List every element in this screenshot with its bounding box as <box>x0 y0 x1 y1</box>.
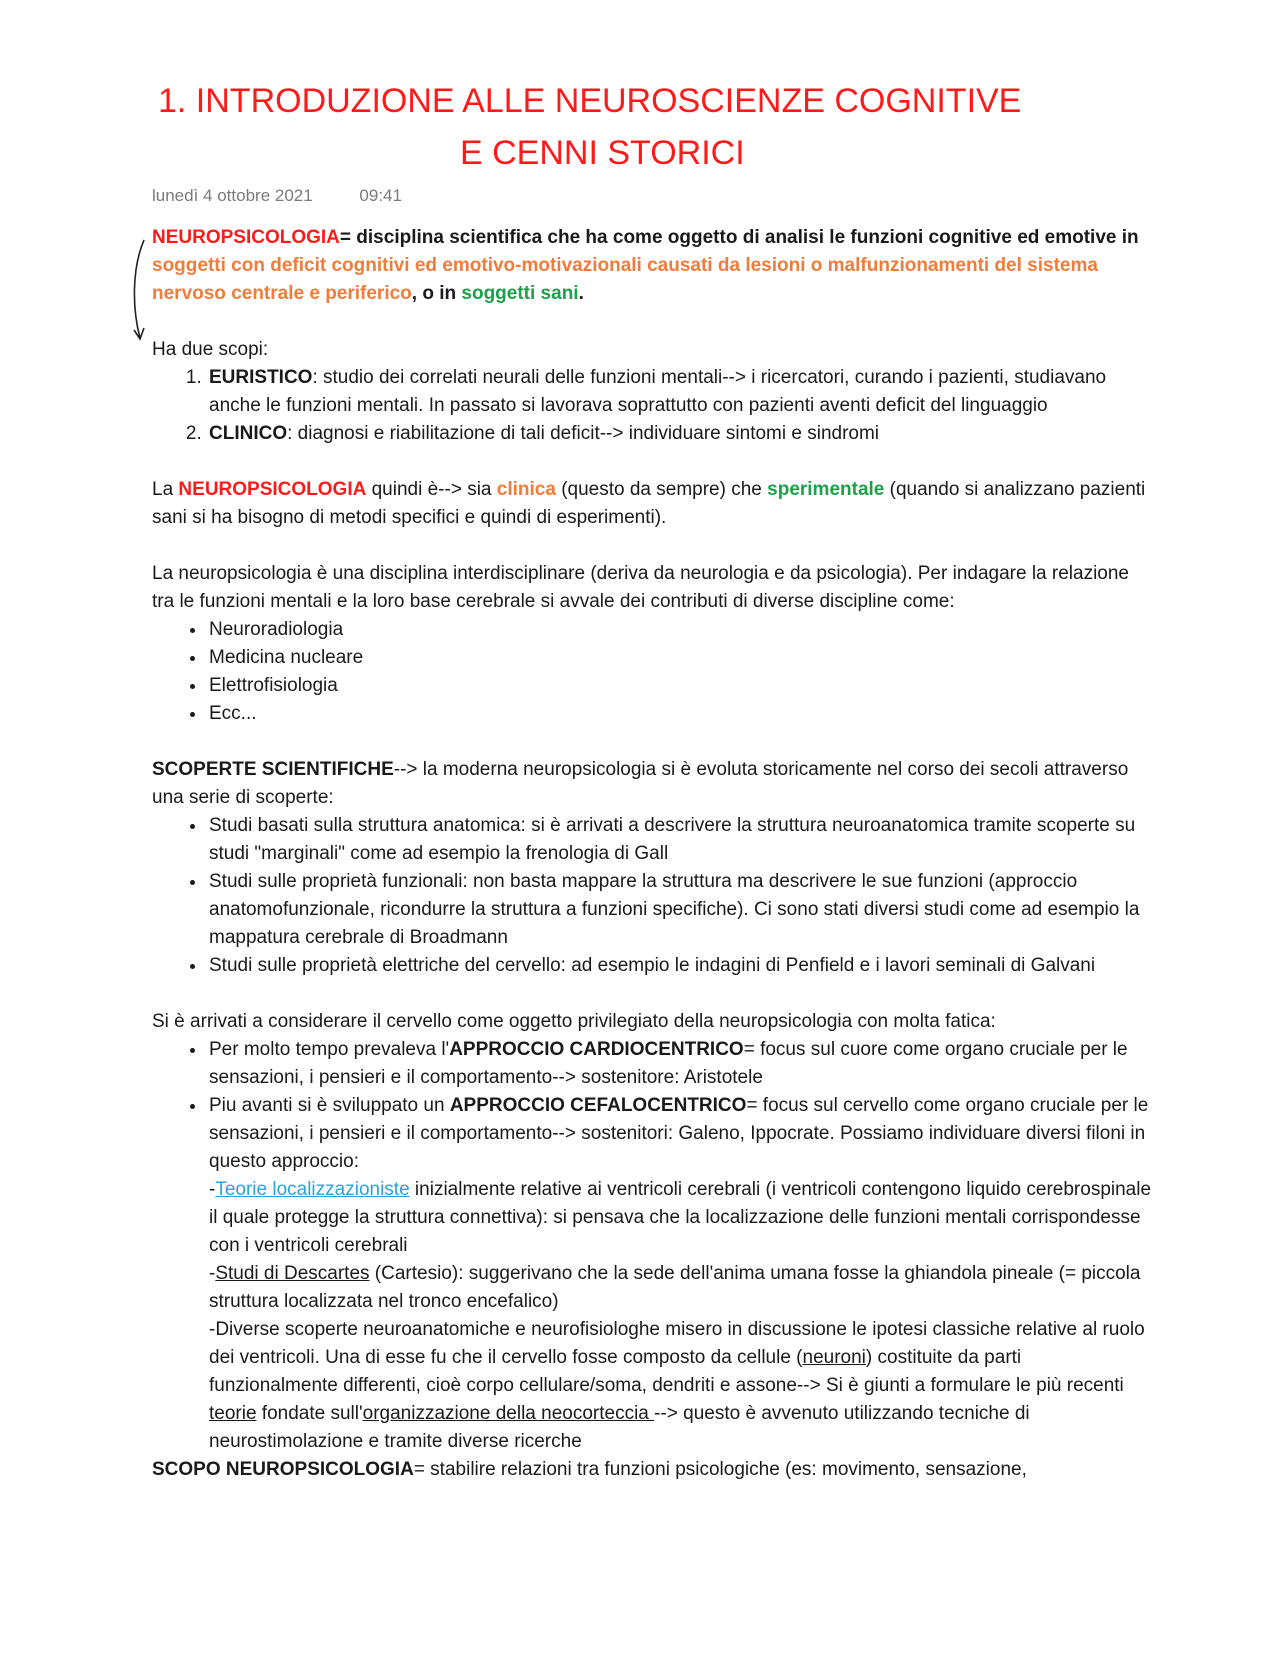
nature-text: (quando si analizzano pazienti sani si ha bisogno di metodi specifici e quindi di esperimenti). <box>152 479 1146 528</box>
approccio-text: = focus sul cervello come organo cruciale per le sensazioni, i pensieri e il comportamento--> sostenitori: Galeno, Ippocrate. Possiamo individuare diversi filoni in questo approccio: <box>209 1095 1149 1172</box>
list-item: • Neuroradiologia <box>207 616 1152 644</box>
note-body <box>152 224 1152 1484</box>
scopo-text: = stabilire relazioni tra funzioni psicologiche (es: movimento, sensazione, <box>413 1459 1027 1480</box>
nature-clinica: clinica <box>496 479 556 500</box>
scopi-intro: Ha due scopi: <box>152 339 269 360</box>
list-item: • Medicina nucleare <box>207 644 1152 672</box>
nature-text: quindi è--> sia <box>366 479 497 500</box>
nature-sperimentale: sperimentale <box>767 479 885 500</box>
scopo-text: : diagnosi e riabilitazione di tali deficit--> individuare sintomi e sindromi <box>287 423 880 444</box>
definition-paragraph <box>152 224 1152 308</box>
definition-text-2: , o in <box>411 283 462 304</box>
interdisciplinary-paragraph: La neuropsicologia è una disciplina interdisciplinare (deriva da neurologia e da psicologia). Per indagare la relazione tra le funzioni mentali e la loro base cerebrale si avvale dei contributi di diverse discipline come: <box>152 563 1129 612</box>
nature-paragraph <box>152 476 1152 532</box>
scopo-term: EURISTICO <box>209 367 313 388</box>
nature-text: La <box>152 479 179 500</box>
nature-text: (questo da sempre) che <box>555 479 768 500</box>
scopo-text: : studio dei correlati neurali delle funzioni mentali--> i ricercatori, curando i pazienti, studiavano anche le funzioni mentali. In passato si lavorava soprattutto con pazienti aventi deficit del linguaggio <box>209 367 1107 416</box>
scopo-term: SCOPO NEUROPSICOLOGIA <box>152 1459 414 1480</box>
scopi-list <box>152 364 1152 448</box>
sub-text: inizialmente relative ai ventricoli cerebrali (i ventricoli contengono liquido cerebrospinale il quale protegge la struttura connettiva): si pensava che la localizzazione delle funzioni mentali corrispondesse con i ventricoli cerebrali <box>209 1179 1152 1256</box>
note-metadata <box>152 186 402 206</box>
page-title-line-2: E CENNI STORICI <box>460 134 745 172</box>
sub-dash: - <box>209 1179 216 1200</box>
list-item: • Studi sulle proprietà funzionali: non basta mappare la struttura ma descrivere le sue funzioni (approccio anatomofunzionale, ricondurre la struttura a funzioni specifiche). Ci sono stati diversi studi come ad esempio la mappatura cerebrale di Broadmann <box>207 868 1152 952</box>
note-date: lunedì 4 ottobre 2021 <box>152 186 313 205</box>
teorie-underlined: teorie <box>209 1403 257 1424</box>
approccio-term: APPROCCIO CARDIOCENTRICO <box>449 1039 744 1060</box>
scopo-term: CLINICO <box>209 423 288 444</box>
list-item <box>207 364 1152 420</box>
definition-term: NEUROPSICOLOGIA <box>152 227 340 248</box>
list-item: • Ecc... <box>207 700 1152 728</box>
sub-text: (Cartesio): suggerivano che la sede dell'anima umana fosse la ghiandola pineale (= piccola struttura localizzata nel tronco encefalico) <box>209 1263 1141 1312</box>
approccio-text: = focus sul cuore come organo cruciale per le sensazioni, i pensieri e il comportamento--> sostenitore: Aristotele <box>209 1039 1128 1088</box>
definition-end: . <box>578 283 584 304</box>
note-time: 09:41 <box>359 186 402 205</box>
approcci-list <box>152 1036 1152 1456</box>
definition-equals: = <box>339 227 352 248</box>
approccio-text: Piu avanti si è sviluppato un <box>209 1095 450 1116</box>
list-item <box>207 1092 1152 1456</box>
cervello-intro: Si è arrivati a considerare il cervello come oggetto privilegiato della neuropsicologia con molta fatica: <box>152 1011 996 1032</box>
scopo-paragraph <box>152 1456 1152 1484</box>
sub-text: fondate sull' <box>256 1403 363 1424</box>
list-item: • Studi basati sulla struttura anatomica: si è arrivati a descrivere la struttura neuroanatomica tramite scoperte su studi "marginali" come ad esempio la frenologia di Gall <box>207 812 1152 868</box>
sub-text: --> questo è avvenuto utilizzando tecniche di neurostimolazione e tramite diverse ricerche <box>209 1403 1030 1452</box>
scoperte-term: SCOPERTE SCIENTIFICHE <box>152 759 394 780</box>
curved-arrow-icon <box>130 238 150 348</box>
list-item <box>207 420 1152 448</box>
organizzazione-underlined: organizzazione della neocorteccia <box>362 1403 655 1424</box>
list-item: • Studi sulle proprietà elettriche del cervello: ad esempio le indagini di Penfield e i lavori seminali di Galvani <box>207 952 1152 980</box>
neuroni-underlined: neuroni <box>802 1347 866 1368</box>
nature-term: NEUROPSICOLOGIA <box>178 479 367 500</box>
definition-highlight-deficit: soggetti con deficit cognitivi ed emotivo-motivazionali causati da lesioni o malfunzionamenti del sistema nervoso centrale e periferico <box>152 255 1098 304</box>
scoperte-text: --> la moderna neuropsicologia si è evoluta storicamente nel corso dei secoli attraverso una serie di scoperte: <box>152 759 1129 808</box>
sub-text: -Diverse scoperte neuroanatomiche e neurofisiologhe misero in discussione le ipotesi classiche relative al ruolo dei ventricoli. Una di esse fu che il cervello fosse composto da cellule ( <box>209 1319 1145 1368</box>
sub-dash: - <box>209 1263 216 1284</box>
scoperte-list <box>152 812 1152 980</box>
page-title-line-1: 1. INTRODUZIONE ALLE NEUROSCIENZE COGNITIVE <box>158 82 1022 120</box>
list-item <box>207 1036 1152 1092</box>
approccio-text: Per molto tempo prevaleva l' <box>209 1039 450 1060</box>
scoperte-paragraph <box>152 756 1152 812</box>
sub-text: ) costituite da parti funzionalmente differenti, cioè corpo cellulare/soma, dendriti e assone--> Si è giunti a formulare le più recenti <box>209 1347 1124 1396</box>
list-item: • Elettrofisiologia <box>207 672 1152 700</box>
descartes-underlined: Studi di Descartes <box>215 1263 370 1284</box>
definition-text: disciplina scientifica che ha come oggetto di analisi le funzioni cognitive ed emotive in <box>351 227 1139 248</box>
disciplines-list <box>152 616 1152 728</box>
approccio-term: APPROCCIO CEFALOCENTRICO <box>449 1095 747 1116</box>
definition-highlight-healthy: soggetti sani <box>461 283 579 304</box>
teorie-localizzazioniste-link[interactable]: Teorie localizzazioniste <box>215 1179 410 1200</box>
